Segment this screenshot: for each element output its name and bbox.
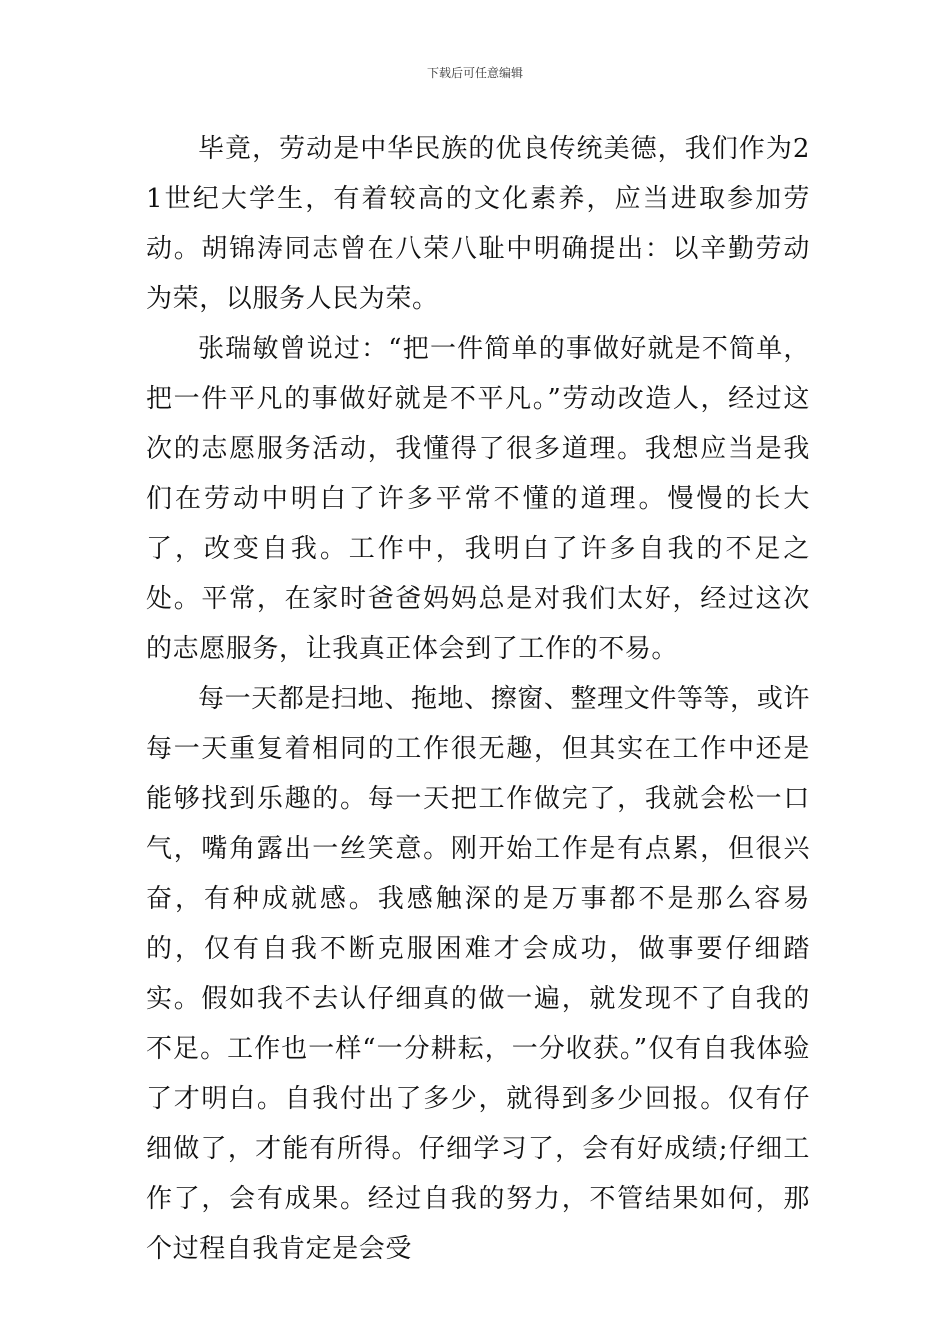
paragraph-3: 每一天都是扫地、拖地、擦窗、整理文件等等，或许每一天重复着相同的工作很无趣，但其实在工作中还是能够找到乐趣的。每一天把工作做完了，我就会松一口气，嘴角露出一丝笑意。刚开始工作是有点累，但很兴奋，有种成就感。我感触深的是万事都不是那么容易的，仅有自我不断克服困难才会成功，做事要仔细踏实。假如我不去认仔细真的做一遍，就发现不了自我的不足。工作也一样“一分耕耘，一分收获。”仅有自我体验了才明白。自我付出了多少，就得到多少回报。仅有仔细做了，才能有所得。仔细学习了，会有好成绩;仔细工作了，会有成果。经过自我的努力，不管结果如何，那个过程自我肯定是会受 [146,684,810,1264]
document-body [146,124,810,1274]
paragraph-1: 毕竟，劳动是中华民族的优良传统美德，我们作为21世纪大学生，有着较高的文化素养，应当进取参加劳动。胡锦涛同志曾在八荣八耻中明确提出：以辛勤劳动为荣，以服务人民为荣。 [146,134,810,314]
page-header: 下载后可任意编辑 [426,66,523,80]
paragraph-2: 张瑞敏曾说过：“把一件简单的事做好就是不简单，把一件平凡的事做好就是不平凡。”劳动改造人，经过这次的志愿服务活动，我懂得了很多道理。我想应当是我们在劳动中明白了许多平常不懂的道理。慢慢的长大了，改变自我。工作中，我明白了许多自我的不足之处。平常，在家时爸爸妈妈总是对我们太好，经过这次的志愿服务，让我真正体会到了工作的不易。 [146,334,810,664]
